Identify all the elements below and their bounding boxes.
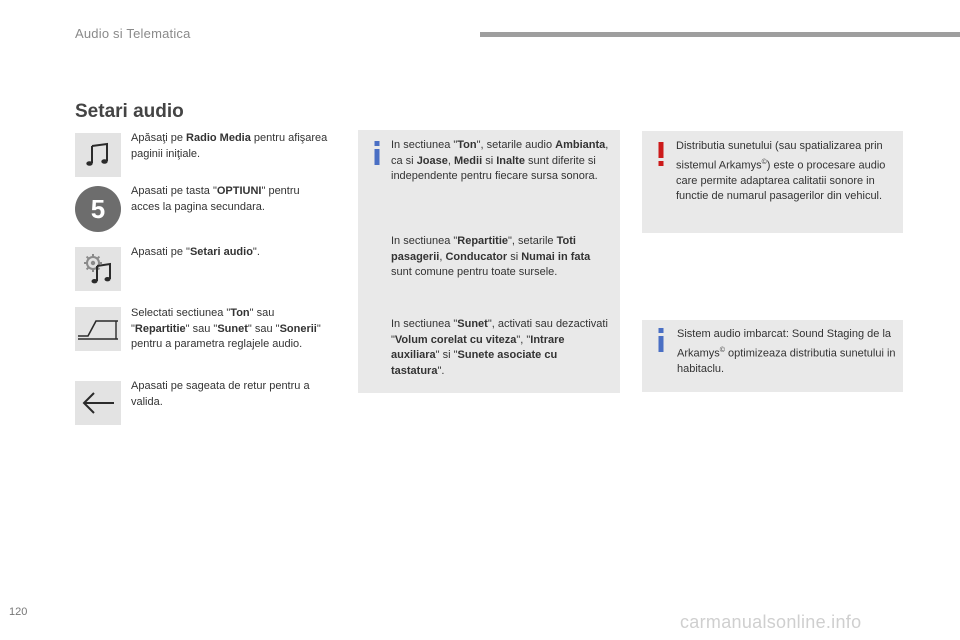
back-arrow-icon bbox=[75, 381, 121, 425]
header-bar bbox=[480, 32, 960, 37]
settings-music-icon bbox=[75, 247, 121, 291]
equalizer-slope-icon bbox=[75, 307, 121, 351]
music-note-icon bbox=[75, 133, 121, 177]
info-icon bbox=[371, 140, 383, 166]
info-text-repartitie: In sectiunea "Repartitie", setarile Toti pasagerii, Conducator si Numai in fata sunt comune pentru toate sursele. bbox=[391, 235, 591, 278]
info-text-sunet: In sectiunea "Sunet", activati sau dezactivati "Volum corelat cu viteza", "Intrare auxiliara" si "Sunete asociate cu tastatura". bbox=[391, 318, 608, 377]
warning-icon bbox=[655, 141, 667, 167]
step-text-optiuni: Apasati pe tasta "OPTIUNI" pentru acces la pagina secundara. bbox=[131, 185, 300, 213]
step-text-back-arrow: Apasati pe sageata de retur pentru a valida. bbox=[131, 380, 310, 408]
step-text-select-section: Selectati sectiunea "Ton" sau "Repartitie" sau "Sunet" sau "Sonerii" pentru a parametra reglajele audio. bbox=[131, 307, 321, 350]
chapter-5-badge: 5 bbox=[75, 186, 121, 232]
info-icon bbox=[655, 327, 667, 353]
watermark: carmanualsonline.info bbox=[680, 612, 862, 632]
info-text-sound-staging: Sistem audio imbarcat: Sound Staging de la Arkamys© optimizeaza distributia sunetului in habitaclu. bbox=[677, 328, 896, 375]
page-number: 120 bbox=[9, 606, 28, 618]
warning-text-arkamys: Distributia sunetului (sau spatializarea prin sistemul Arkamys©) este o procesare audio care permite adaptarea calitatii sonore in functie de numarul pasagerilor din vehicul. bbox=[676, 140, 886, 203]
info-text-ton: In sectiunea "Ton", setarile audio Ambianta, ca si Joase, Medii si Inalte sunt diferite si independente pentru fiecare sursa sonora. bbox=[391, 139, 609, 182]
step-text-setari-audio: Apasati pe "Setari audio". bbox=[131, 246, 260, 258]
header-title: Audio si Telematica bbox=[75, 26, 191, 41]
step-text-radio-media: Apăsaţi pe Radio Media pentru afişarea paginii iniţiale. bbox=[131, 132, 328, 160]
section-title: Setari audio bbox=[75, 101, 184, 122]
